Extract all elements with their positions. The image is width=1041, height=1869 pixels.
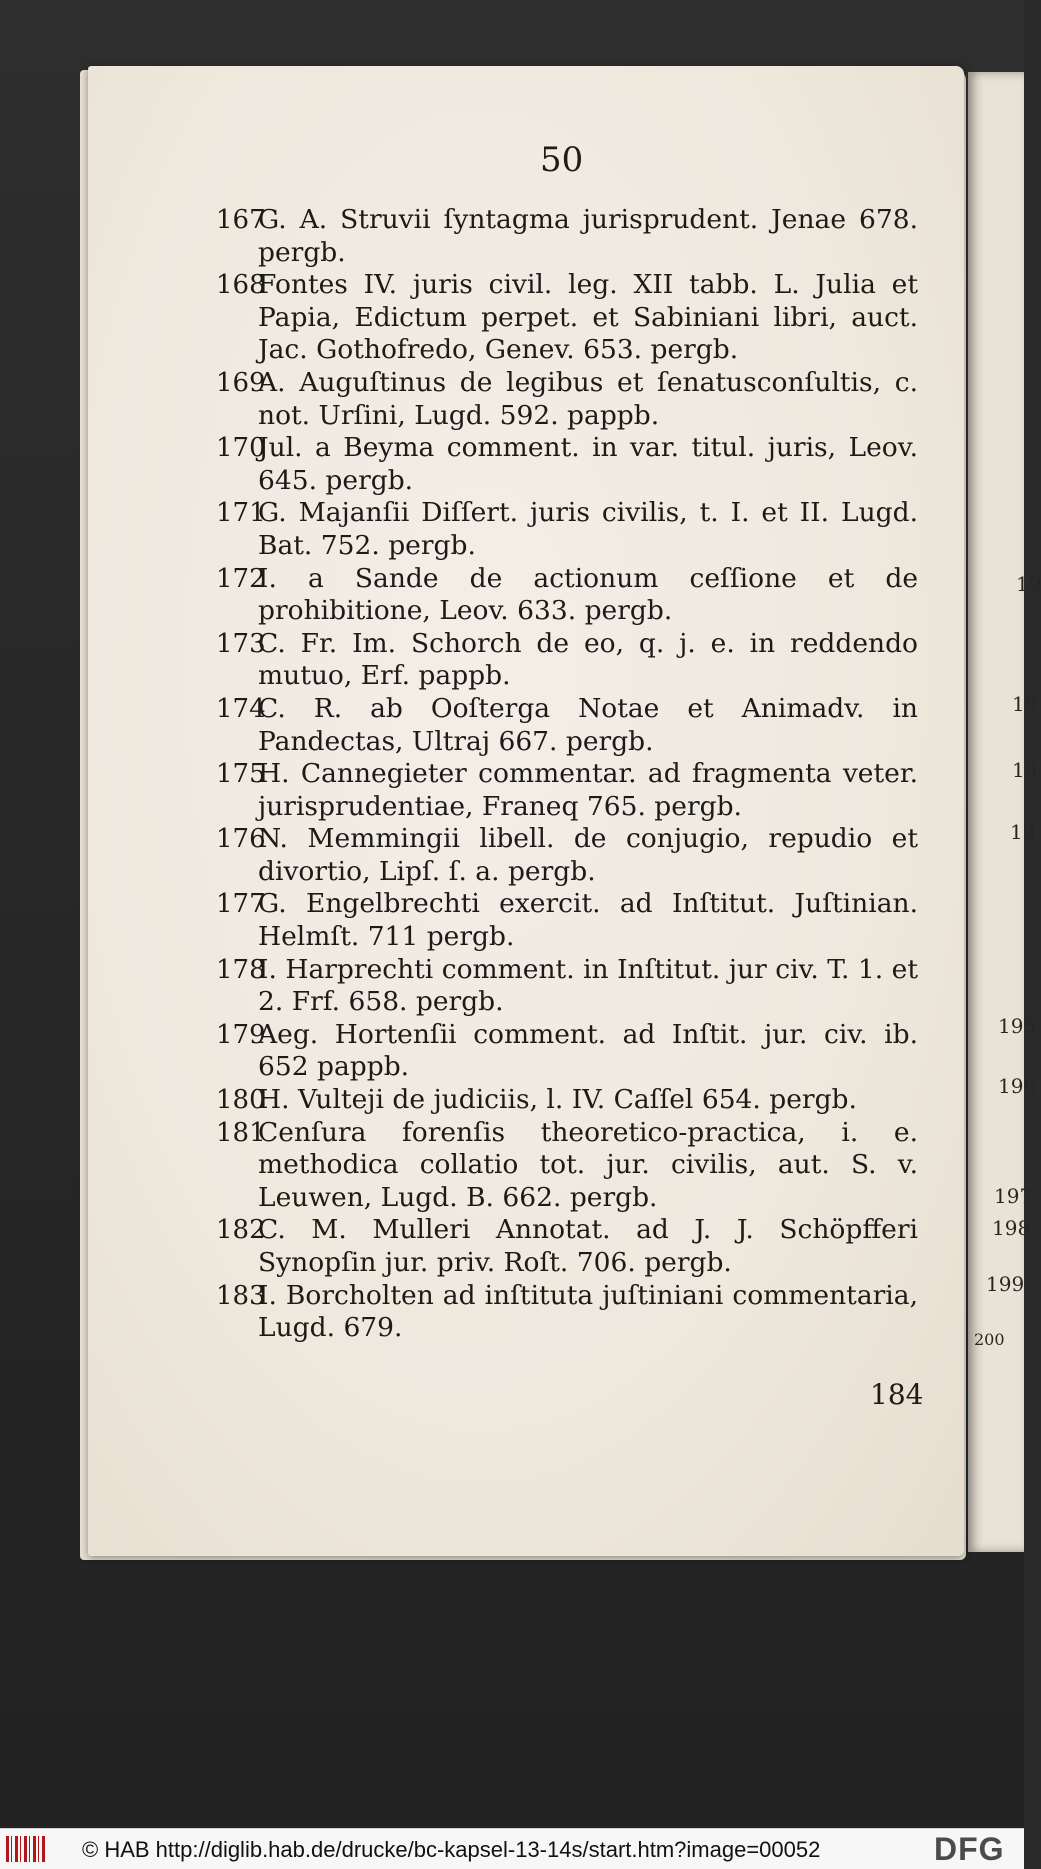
- entry-text: Cenſura forenſis theoretico-practica, i. e. methodica collatio tot. jur. civilis, aut. S. v. Leuwen, Lugd. B. 662. pergb.: [258, 1116, 918, 1213]
- catalog-entry: [218, 628, 918, 693]
- entry-text: C. M. Mulleri Annotat. ad J. J. Schöpfferi Synopſin jur. priv. Roſt. 706. pergb.: [258, 1214, 918, 1278]
- entry-number: 175: [216, 759, 266, 790]
- entry-text: Aeg. Hortenſii comment. ad Inſtit. jur. civ. ib. 652 pappb.: [258, 1018, 918, 1083]
- entry-number: 168: [216, 270, 266, 301]
- entry-text: G. Majanſii Diſſert. juris civilis, t. I. et II. Lugd. Bat. 752. pergb.: [258, 497, 918, 561]
- entry-number: 182: [216, 1215, 266, 1246]
- catalog-entry: [218, 1214, 918, 1279]
- catalog-entry: [218, 432, 918, 497]
- entry-text: Fontes IV. juris civil. leg. XII tabb. L. Julia et Papia, Edictum perpet. et Sabiniani libri, auct. Jac. Gothofredo, Genev. 653. pergb.: [258, 269, 918, 366]
- adjacent-page-fragment: 19: [1012, 758, 1038, 782]
- adjacent-page-edge: [968, 72, 1041, 1552]
- adjacent-page-fragment: 19: [1010, 820, 1036, 844]
- adjacent-page-fragment: 200: [974, 1330, 1005, 1349]
- entry-text: H. Vulteji de judiciis, l. IV. Caſſel 654. pergb.: [258, 1084, 857, 1116]
- catalog-entry: [218, 1084, 918, 1117]
- catalog-entry: [218, 693, 918, 758]
- catalog-entry: [218, 823, 918, 888]
- entry-number: 176: [216, 824, 266, 855]
- catalog-entry: [218, 204, 918, 269]
- adjacent-page-fragment: 199: [986, 1272, 1025, 1296]
- adjacent-page-fragment: 19: [1016, 572, 1041, 596]
- entry-text: C. Fr. Im. Schorch de eo, q. j. e. in reddendo mutuo, Erf. pappb.: [258, 627, 918, 692]
- copyright-source-url: © HAB http://diglib.hab.de/drucke/bc-kapsel-13-14s/start.htm?image=00052: [82, 1837, 821, 1862]
- catalog-entry: [218, 563, 918, 628]
- entry-number: 174: [216, 693, 266, 724]
- catalog-entry: [218, 888, 918, 953]
- catalog-entry: [218, 1280, 918, 1345]
- entry-text: H. Cannegieter commentar. ad fragmenta veter. jurisprudentiae, Franeq 765. pergb.: [258, 758, 918, 822]
- entry-number: 178: [216, 954, 266, 985]
- adjacent-page-fragment: 195: [998, 1014, 1037, 1038]
- entry-text: I. Borcholten ad inſtituta juſtiniani commentaria, Lugd. 679.: [258, 1279, 918, 1344]
- catalog-entry: [218, 954, 918, 1019]
- entry-text: I. Harprechti comment. in Inſtitut. jur civ. T. 1. et 2. Frf. 658. pergb.: [258, 953, 918, 1018]
- entry-number: 181: [216, 1117, 266, 1148]
- entry-number: 177: [216, 889, 266, 920]
- entry-number: 180: [216, 1085, 266, 1116]
- barcode-icon: [6, 1836, 46, 1862]
- catalog-entry: [218, 1117, 918, 1215]
- catalog-entry-list: [218, 204, 918, 1345]
- entry-number: 183: [216, 1280, 266, 1311]
- entry-text: A. Auguſtinus de legibus et ſenatusconſultis, c. not. Urſini, Lugd. 592. pappb.: [258, 366, 918, 431]
- dfg-logo: DFG: [934, 1831, 1005, 1867]
- entry-text: N. Memmingii libell. de conjugio, repudio et divortio, Lipſ. ſ. a. pergb.: [258, 823, 918, 887]
- catalog-entry: [218, 367, 918, 432]
- catalog-entry: [218, 269, 918, 367]
- entry-text: C. R. ab Ooſterga Notae et Animadv. in Pandectas, Ultraj 667. pergb.: [258, 692, 918, 757]
- entry-number: 179: [216, 1019, 266, 1050]
- entry-text: G. Engelbrechti exercit. ad Inſtitut. Juſtinian. Helmſt. 711 pergb.: [258, 888, 918, 953]
- entry-number: 171: [216, 498, 266, 529]
- catalog-entry: [218, 758, 918, 823]
- entry-text: I. a Sande de actionum ceſſione et de prohibitione, Leov. 633. pergb.: [258, 562, 918, 627]
- entry-number: 173: [216, 628, 266, 659]
- entry-number: 170: [216, 433, 266, 464]
- entry-number: 169: [216, 367, 266, 398]
- adjacent-page-fragment: 19: [1012, 692, 1038, 716]
- catchword: 184: [870, 1378, 924, 1411]
- page-number: 50: [540, 140, 584, 180]
- entry-text: Jul. a Beyma comment. in var. titul. juris, Leov. 645. pergb.: [258, 432, 918, 496]
- adjacent-page-fragment: 198: [992, 1216, 1031, 1240]
- entry-number: 172: [216, 563, 266, 594]
- adjacent-page-fragment: 197: [994, 1184, 1033, 1208]
- adjacent-page-fragment: 196: [998, 1074, 1037, 1098]
- viewer-footer-bar: [0, 1828, 1024, 1869]
- catalog-entry: [218, 497, 918, 562]
- entry-text: G. A. Struvii ſyntagma jurisprudent. Jenae 678. pergb.: [258, 204, 918, 268]
- catalog-entry: [218, 1019, 918, 1084]
- entry-number: 167: [216, 205, 266, 235]
